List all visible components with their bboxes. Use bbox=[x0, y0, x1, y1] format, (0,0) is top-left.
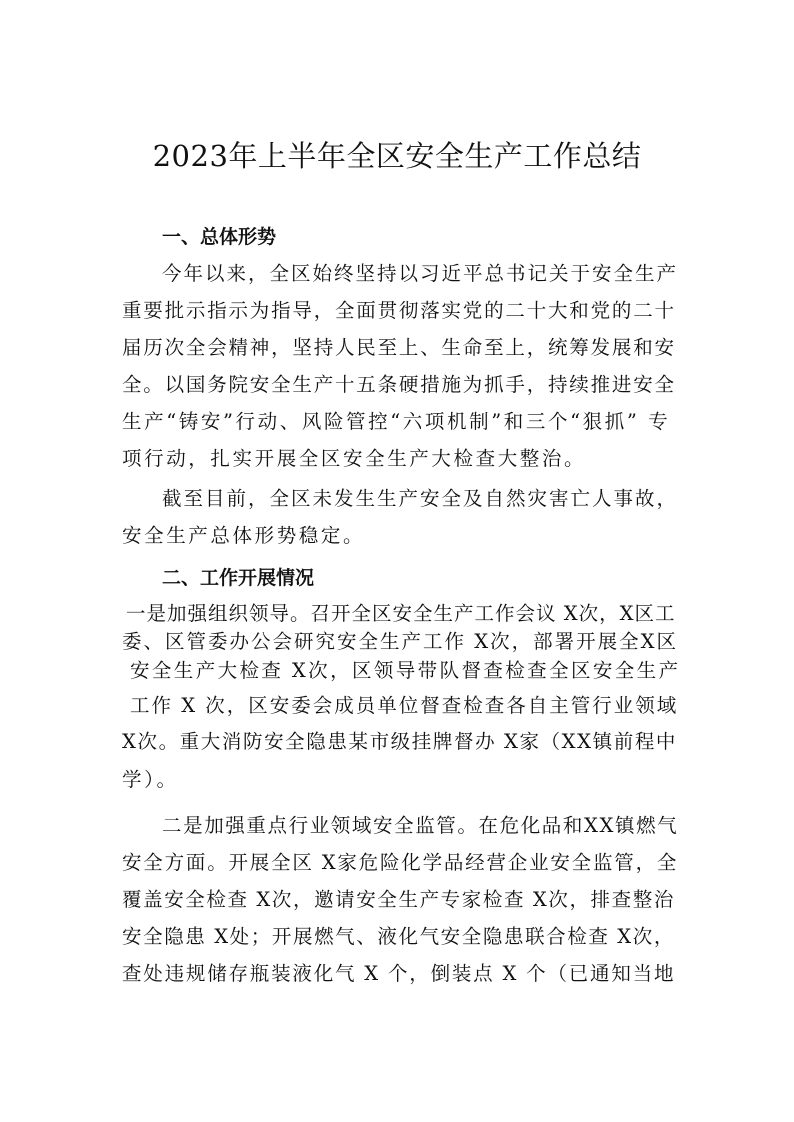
paragraph-line: X次。重大消防安全隐患某市级挂牌督办 X家（XX镇前程中 bbox=[122, 730, 678, 753]
paragraph-line: 覆盖安全检查 X次，邀请安全生产专家检查 X次，排查整治 bbox=[122, 888, 675, 911]
paragraph-line: 截至目前，全区未发生生产安全及自然灾害亡人事故， bbox=[162, 487, 679, 510]
paragraph-line: 项行动，扎实开展全区安全生产大检查大整治。 bbox=[122, 447, 587, 470]
paragraph-line: 生产“铸安”行动、风险管控“六项机制”和三个“狠抓” 专 bbox=[122, 410, 671, 433]
paragraph-line: 重要批示指示为指导，全面贯彻落实党的二十大和党的二十 bbox=[122, 299, 676, 322]
paragraph-line: 学）。 bbox=[122, 768, 179, 791]
paragraph-line: 今年以来，全区始终坚持以习近平总书记关于安全生产 bbox=[162, 262, 679, 285]
paragraph-line: 二是加强重点行业领域安全监管。在危化品和XX镇燃气 bbox=[162, 814, 679, 837]
paragraph-line: 全。以国务院安全生产十五条硬措施为抓手，持续推进安全 bbox=[122, 373, 676, 396]
paragraph-line: 工作 X 次，区安委会成员单位督查检查各自主管行业领域 bbox=[130, 694, 679, 717]
paragraph-line: 委、区管委办公会研究安全生产工作 X次，部署开展全X区 bbox=[122, 630, 678, 653]
paragraph-line: 查处违规储存瓶装液化气 X 个，倒装点 X 个（已通知当地 bbox=[122, 962, 676, 985]
paragraph-line: 届历次全会精神，坚持人民至上、生命至上，统筹发展和安 bbox=[122, 336, 676, 359]
paragraph-line: 安全生产大检查 X次，区领导带队督查检查全区安全生产 bbox=[130, 659, 681, 682]
section-heading-overall: 一、总体形势 bbox=[162, 226, 277, 248]
paragraph-line: 安全隐患 X处；开展燃气、液化气安全隐患联合检查 X次， bbox=[122, 925, 675, 948]
paragraph-line: 一是加强组织领导。召开全区安全生产工作会议 X次，X区工 bbox=[126, 602, 676, 625]
paragraph-line: 安全方面。开展全区 X家危险化学品经营企业安全监管，全 bbox=[122, 851, 679, 874]
section-heading-work: 二、工作开展情况 bbox=[162, 567, 315, 589]
document-title: 2023年上半年全区安全生产工作总结 bbox=[152, 139, 642, 173]
paragraph-line: 安全生产总体形势稳定。 bbox=[122, 524, 366, 547]
